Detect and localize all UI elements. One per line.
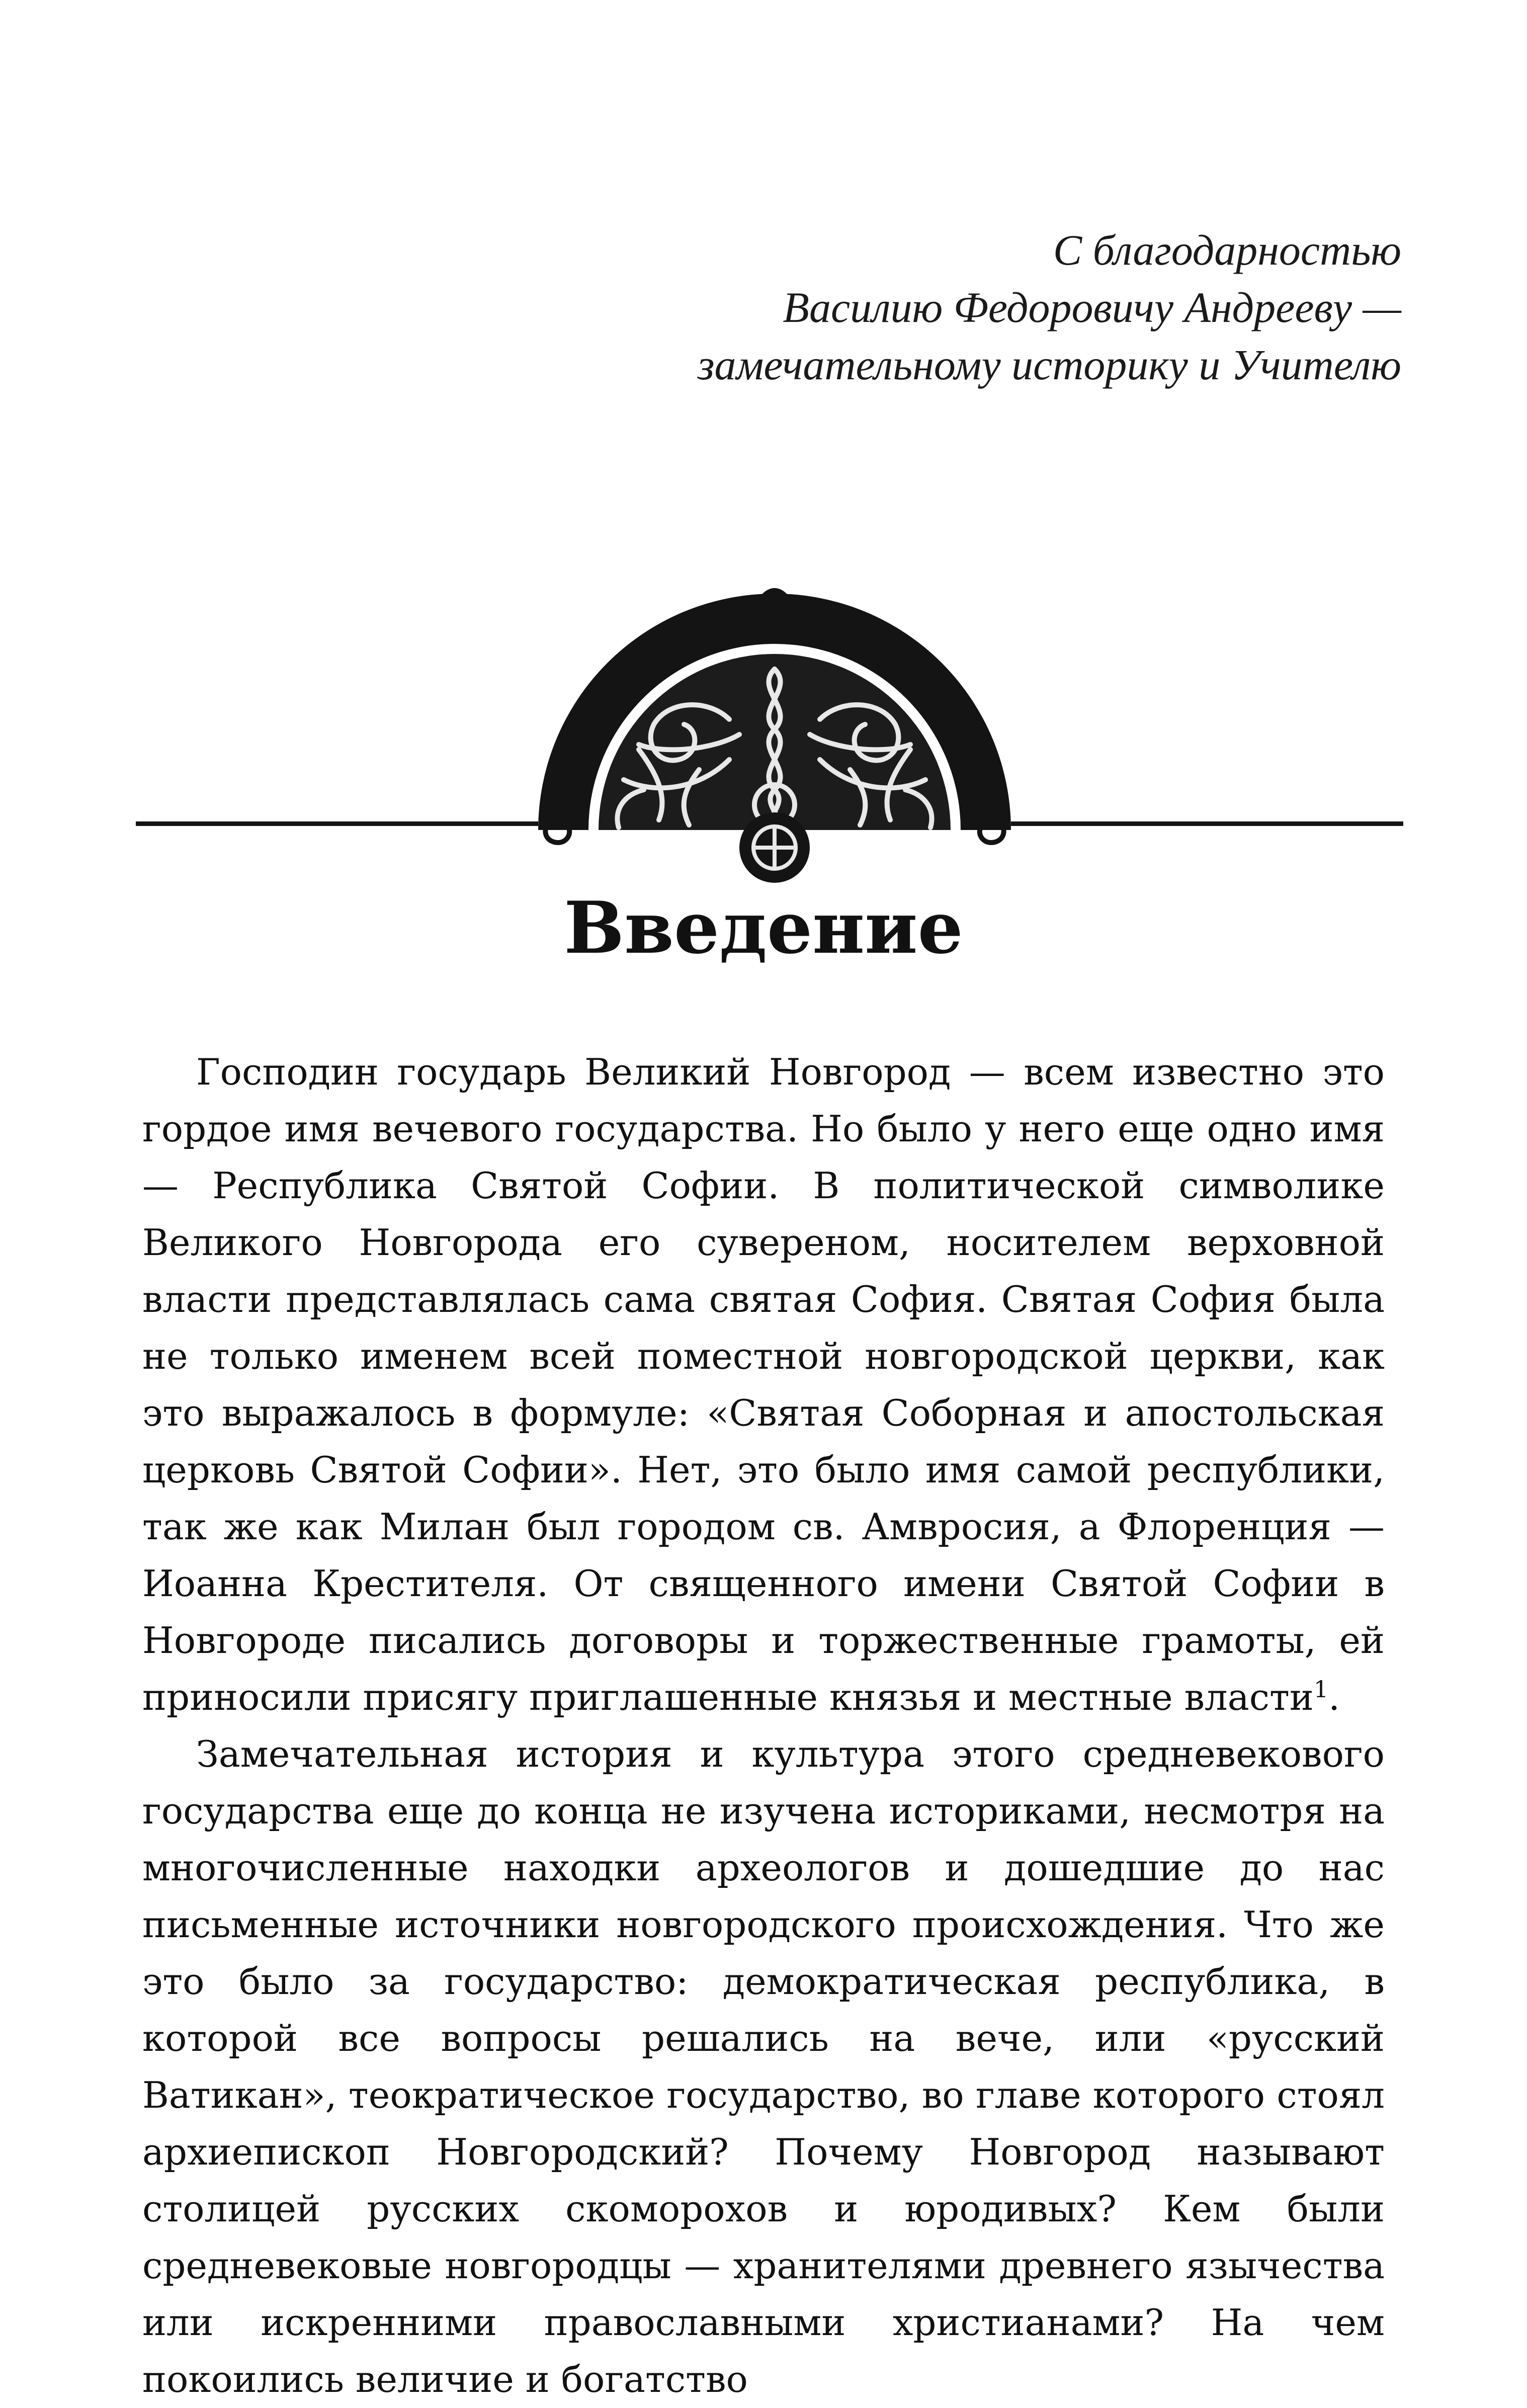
dedication-epigraph [546, 221, 1401, 393]
dedication-line: замечательному историку и Учителю [697, 341, 1401, 389]
bottom-rosette [739, 812, 810, 883]
dedication-line: Василию Федоровичу Андрееву — [783, 283, 1401, 331]
paragraph [142, 1726, 1385, 2408]
chapter-title: Введение [564, 886, 963, 970]
footnote-marker[interactable]: 1 [1313, 1676, 1329, 1703]
paragraph-text: Замечательная история и культура этого средневекового государства еще до конца не изучена историками, несмотря на многочисленные находки археологов и дошедшие до нас письменные источники новгородского происхождения. Что же это было за государство: демократическая республика, в которой все вопросы решались на вече, или «русский Ватикан», теократическое государство, во главе которого стоял архиепископ Новгородский? Почему Новгород называют столицей русских скоморохов и юродивых? Кем были средневековые новгородцы — хранителями древнего язычества или искренними православными христианами? На чем покоились величие и богатство [142, 1733, 1385, 2400]
paragraph [142, 1044, 1385, 1726]
right-rule [1011, 821, 1403, 826]
paragraph-text: Господин государь Великий Новгород — всем известно это гордое имя вечевого государства. Но было у него еще одно имя — Республика Святой Софии. В политической символике Великого Новгорода его сувереном, носителем верховной власти представлялась сама святая София. Святая София была не только именем всей поместной новгородской церкви, как это выражалось в формуле: «Святая Соборная и апостольская церковь Святой Софии». Нет, это было имя самой республики, так же как Милан был городом св. Амвросия, а Флоренция — Иоанна Крестителя. От священного имени Святой Софии в Новгороде писались договоры и торжественные грамоты, ей приносили присягу приглашенные князья и местные власти [142, 1051, 1385, 1718]
interlace-arch-ornament [136, 568, 1403, 895]
body-text [142, 1044, 1385, 2408]
paragraph-end: . [1328, 1676, 1340, 1718]
left-rule [136, 821, 538, 826]
dedication-line: С благодарностью [1053, 226, 1401, 274]
